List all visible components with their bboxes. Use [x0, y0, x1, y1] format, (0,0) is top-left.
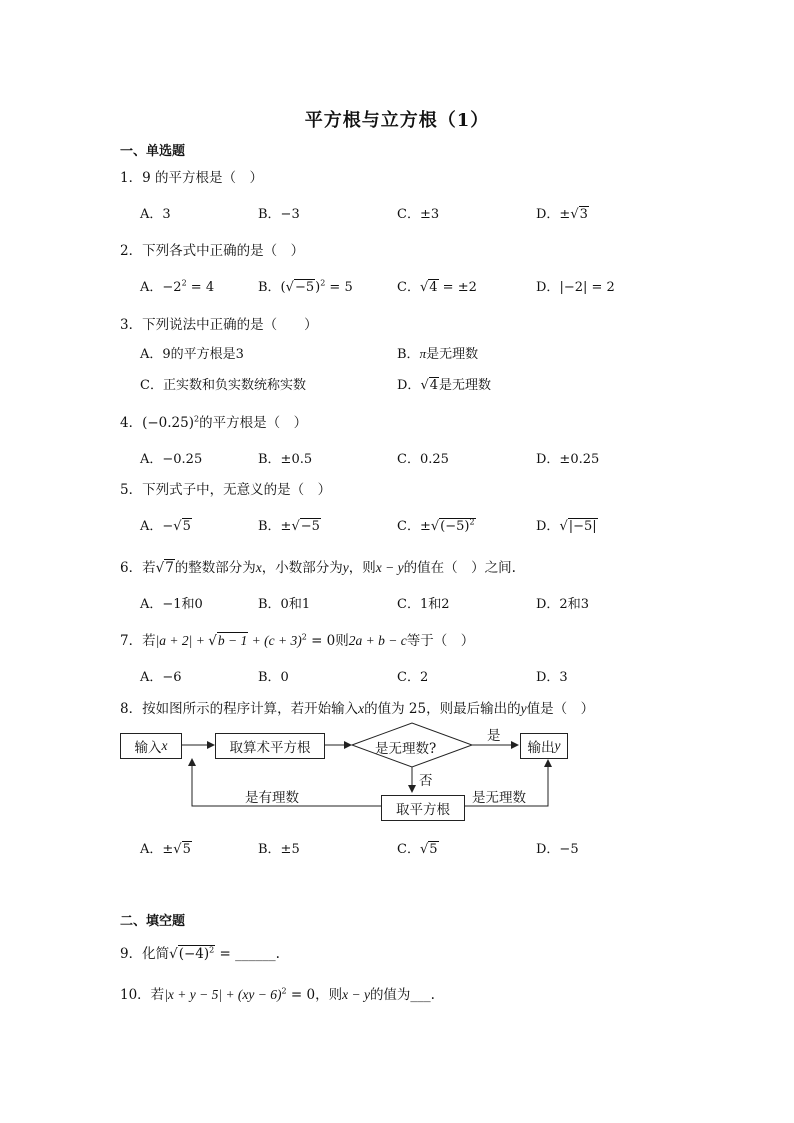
question-5-option-a: A．−√5 [140, 519, 191, 534]
question-4-option-a: A．−0.25 [140, 452, 203, 467]
question-2-stem: 2．下列各式中正确的是（ ） [120, 243, 305, 259]
flowchart-label-rational: 是有理数 [245, 790, 299, 806]
question-1-option-d: D．±√3 [536, 207, 588, 222]
question-4-option-c: C．0.25 [397, 452, 449, 467]
section-heading-fill-in: 二、填空题 [120, 914, 186, 929]
question-6-option-d: D．2和3 [536, 597, 589, 612]
question-8-option-a: A．±√5 [140, 842, 191, 857]
flowchart-label-irrational: 是无理数 [472, 790, 526, 806]
question-2-option-d: D．|−2| = 2 [536, 280, 615, 295]
question-3-option-c: C．正实数和负实数统称实数 [140, 378, 306, 393]
flowchart-output-box: 输出 y [520, 733, 568, 759]
flowchart-label-no: 否 [419, 773, 433, 789]
question-4-option-b: B．±0.5 [258, 452, 313, 467]
question-1-stem: 1．9 的平方根是（ ） [120, 170, 263, 186]
question-5-stem: 5．下列式子中，无意义的是（ ） [120, 482, 332, 498]
question-6-stem: 6．若√7的整数部分为x，小数部分为y，则x − y的值在（ ）之间. [120, 560, 516, 576]
flowchart-take-sqrt-box: 取平方根 [381, 795, 465, 821]
flowchart-input-box: 输入 x [120, 733, 182, 759]
section-heading-single-choice: 一、单选题 [120, 144, 186, 159]
question-7-option-a: A．−6 [140, 670, 182, 685]
question-2-option-b: B．$(√-5)^2 = 5$ [258, 278, 353, 295]
question-6-option-a: A．−1和0 [140, 597, 203, 612]
question-5-option-b: B．±√−5 [258, 519, 320, 534]
flowchart-label-yes: 是 [487, 728, 501, 744]
question-5-option-c: C．$\pm√(-5)^2$ [397, 517, 475, 534]
question-3-option-b: B．π是无理数 [397, 346, 479, 362]
question-3-option-d: D．√4是无理数 [397, 378, 492, 393]
question-8-option-b: B．±5 [258, 842, 300, 857]
question-3-option-a: A．9的平方根是3 [140, 347, 244, 362]
question-4-option-d: D．±0.25 [536, 452, 600, 467]
question-2-option-a: A．$-2^2 = 4$ [140, 278, 215, 295]
question-6-option-b: B．0和1 [258, 597, 311, 612]
question-2-option-c: C．√4 = ±2 [397, 280, 477, 295]
question-8-option-c: C．√5 [397, 842, 438, 857]
flowchart-arithmetic-sqrt-box: 取算术平方根 [215, 733, 325, 759]
question-10-stem: 10．若|x + y − 5| + (xy − 6)$^2$ = 0，则x − y的值为___. [120, 986, 435, 1003]
question-7-option-b: B．0 [258, 670, 289, 685]
question-9-stem: 9．化简$√(-4)^2$ = ______. [120, 945, 280, 962]
page-title: 平方根与立方根（1） [304, 110, 490, 131]
question-4-stem: 4．$(-0.25)^2$的平方根是（ ） [120, 414, 308, 431]
question-8-option-d: D．−5 [536, 842, 579, 857]
question-1-option-c: C．±3 [397, 207, 440, 222]
question-1-option-a: A．3 [140, 207, 171, 222]
flowchart-decision-label: 是无理数? [375, 741, 437, 757]
question-5-option-d: D．√|−5| [536, 519, 597, 534]
question-7-stem: 7．若$|a + 2| + √b - 1 + (c + 3)^2 = 0$则2a + b − c等于（ ） [120, 632, 475, 649]
question-3-stem: 3．下列说法中正确的是（ ） [120, 317, 318, 333]
question-6-option-c: C．1和2 [397, 597, 450, 612]
question-8-stem: 8．按如图所示的程序计算，若开始输入x的值为 25，则最后输出的y值是（ ） [120, 701, 595, 717]
question-1-option-b: B．−3 [258, 207, 300, 222]
question-7-option-c: C．2 [397, 670, 429, 685]
question-7-option-d: D．3 [536, 670, 568, 685]
